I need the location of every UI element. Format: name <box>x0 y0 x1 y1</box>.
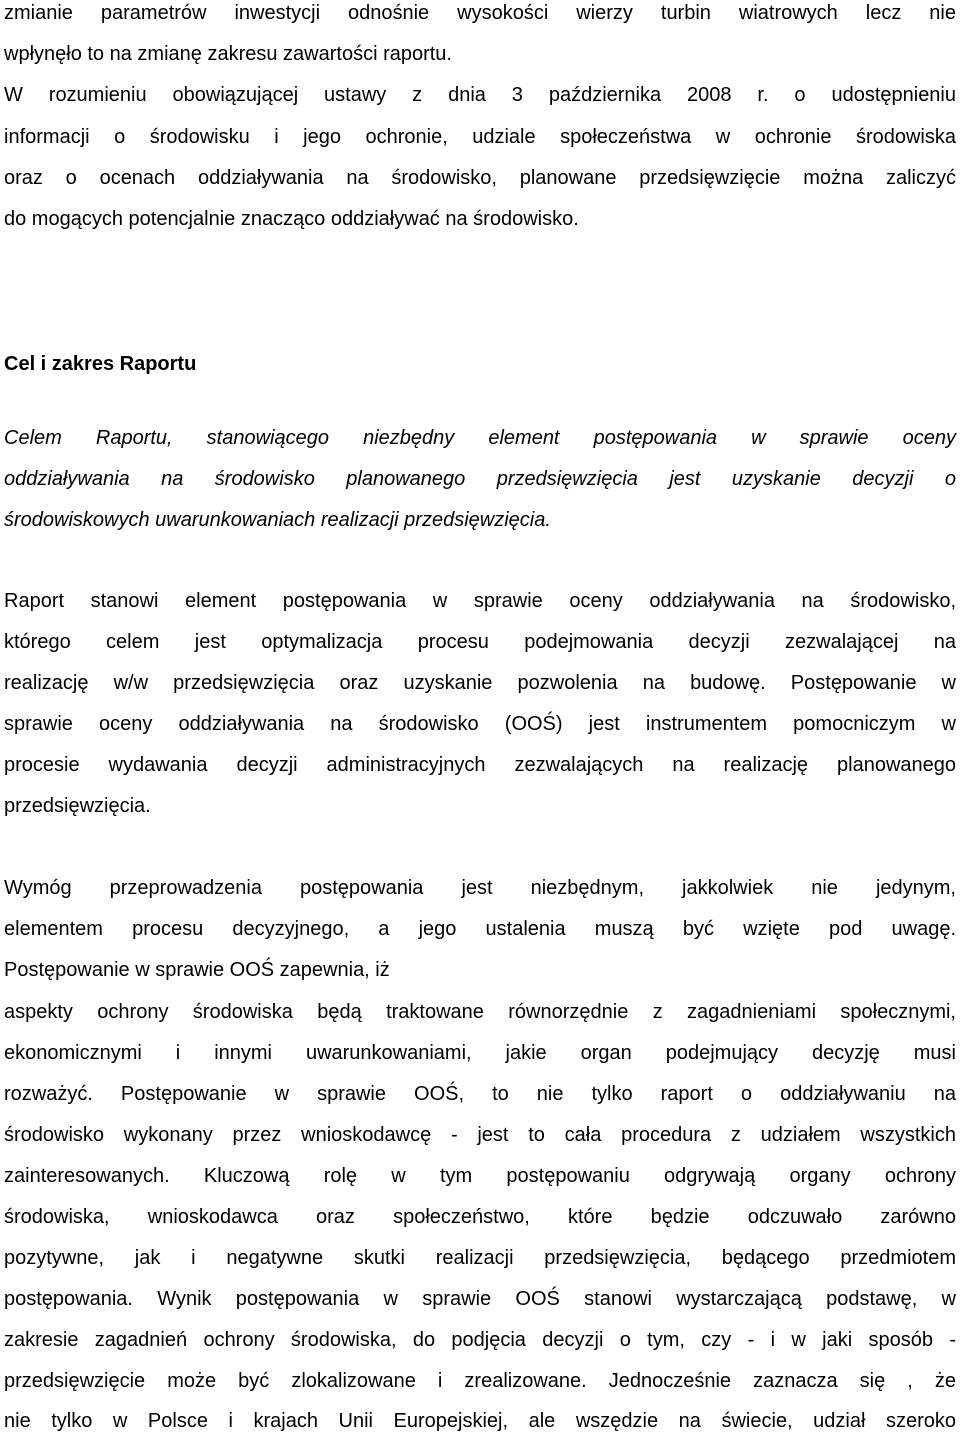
text-line: do mogących potencjalnie znacząco oddziaływać na środowisko. <box>4 208 579 230</box>
text-line: Raport stanowi element postępowania w sprawie oceny oddziaływania na środowisko, <box>4 590 956 612</box>
text-line: nie tylko w Polsce i krajach Unii Europejskiej, ale wszędzie na świecie, udział szeroko <box>4 1410 956 1432</box>
text-line: procesie wydawania decyzji administracyjnych zezwalających na realizację planowanego <box>4 754 956 776</box>
text-line: sprawie oceny oddziaływania na środowisko (OOŚ) jest instrumentem pomocniczym w <box>4 713 956 735</box>
text-line: Celem Raportu, stanowiącego niezbędny element postępowania w sprawie oceny <box>4 427 956 449</box>
text-line: środowiskowych uwarunkowaniach realizacji przedsięwzięcia. <box>4 509 551 531</box>
text-line: ekonomicznymi i innymi uwarunkowaniami, jakie organ podejmujący decyzję musi <box>4 1042 956 1064</box>
text-line: przedsięwzięcie może być zlokalizowane i zrealizowane. Jednocześnie zaznacza się , że <box>4 1370 956 1392</box>
text-line: którego celem jest optymalizacja procesu podejmowania decyzji zezwalającej na <box>4 631 956 653</box>
text-line: elementem procesu decyzyjnego, a jego ustalenia muszą być wzięte pod uwagę. <box>4 918 956 940</box>
text-line: środowisko wykonany przez wnioskodawcę - jest to cała procedura z udziałem wszystkich <box>4 1124 956 1146</box>
text-line: Wymóg przeprowadzenia postępowania jest niezbędnym, jakkolwiek nie jedynym, <box>4 877 956 899</box>
text-line: zainteresowanych. Kluczową rolę w tym postępowaniu odgrywają organy ochrony <box>4 1165 956 1187</box>
text-line: zakresie zagadnień ochrony środowiska, do podjęcia decyzji o tym, czy - i w jaki sposób - <box>4 1329 956 1351</box>
text-line: W rozumieniu obowiązującej ustawy z dnia 3 października 2008 r. o udostępnieniu <box>4 84 956 106</box>
text-line: aspekty ochrony środowiska będą traktowane równorzędnie z zagadnieniami społecznymi, <box>4 1001 956 1023</box>
text-line: wpłynęło to na zmianę zakresu zawartości raportu. <box>4 43 452 65</box>
text-line: przedsięwzięcia. <box>4 795 151 817</box>
text-line: informacji o środowisku i jego ochronie, udziale społeczeństwa w ochronie środowiska <box>4 126 956 148</box>
text-line: Postępowanie w sprawie OOŚ zapewnia, iż <box>4 959 390 981</box>
section-heading: Cel i zakres Raportu <box>4 353 197 375</box>
text-line: oddziaływania na środowisko planowanego przedsięwzięcia jest uzyskanie decyzji o <box>4 468 956 490</box>
text-line: postępowania. Wynik postępowania w sprawie OOŚ stanowi wystarczającą podstawę, w <box>4 1288 956 1310</box>
text-line: pozytywne, jak i negatywne skutki realizacji przedsięwzięcia, będącego przedmiotem <box>4 1247 956 1269</box>
text-line: zmianie parametrów inwestycji odnośnie wysokości wierzy turbin wiatrowych lecz nie <box>4 2 956 24</box>
text-line: oraz o ocenach oddziaływania na środowisko, planowane przedsięwzięcie można zaliczyć <box>4 167 956 189</box>
text-line: rozważyć. Postępowanie w sprawie OOŚ, to nie tylko raport o oddziaływaniu na <box>4 1083 956 1105</box>
text-line: środowiska, wnioskodawca oraz społeczeństwo, które będzie odczuwało zarówno <box>4 1206 956 1228</box>
text-line: realizację w/w przedsięwzięcia oraz uzyskanie pozwolenia na budowę. Postępowanie w <box>4 672 956 694</box>
